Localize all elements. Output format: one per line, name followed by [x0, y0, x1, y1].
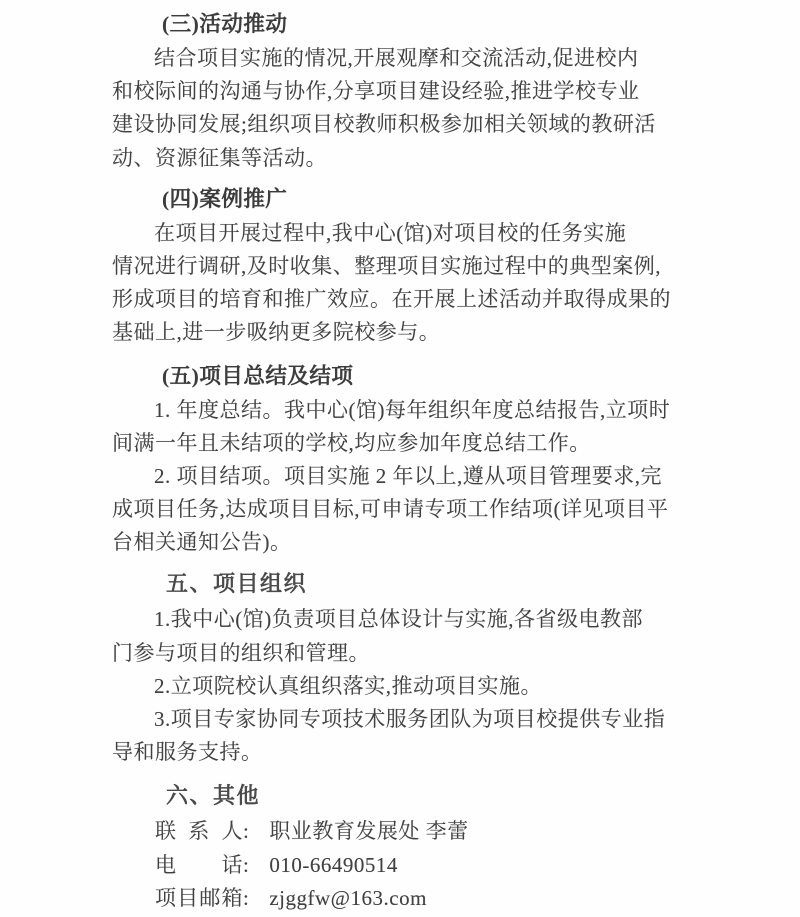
- contact-label: 电话: [155, 852, 243, 877]
- section-case-promotion: [112, 181, 674, 350]
- text-line: 1.我中心(馆)负责项目总体设计与实施,各省级电教部: [154, 607, 643, 632]
- section-activity-promotion: [112, 6, 674, 175]
- text-line: 成项目任务,达成项目目标,可申请专项工作结项(详见项目平: [112, 497, 669, 522]
- contact-value: zjggfw@163.com: [269, 886, 427, 911]
- text-line: 结合项目实施的情况,开展观摩和交流活动,促进校内: [154, 46, 639, 70]
- text-line: 建设协同发展;组织项目校教师积极参加相关领域的教研活: [112, 112, 656, 137]
- text-line: 2.立项院校认真组织落实,推动项目实施。: [154, 673, 542, 698]
- contact-row-person: [112, 815, 674, 848]
- section-summary-closing: [112, 358, 674, 560]
- text-line: 动、资源征集等活动。: [112, 145, 327, 170]
- text-line: 导和服务支持。: [112, 740, 263, 765]
- section-project-organization: [112, 565, 674, 769]
- text-line: 台相关通知公告)。: [112, 530, 292, 555]
- text-line: 门参与项目的组织和管理。: [112, 640, 370, 665]
- contact-colon: :: [243, 819, 250, 844]
- section-heading: (五)项目总结及结项: [162, 363, 354, 388]
- contact-label: 项目邮箱: [155, 886, 243, 911]
- text-line: 基础上,进一步吸纳更多院校参与。: [112, 320, 441, 345]
- section-heading: (四)案例推广: [162, 186, 288, 211]
- text-line: 在项目开展过程中,我中心(馆)对项目校的任务实施: [154, 220, 627, 245]
- contact-colon: :: [243, 852, 250, 877]
- section-heading: 六、其他: [166, 783, 261, 809]
- text-line: 形成项目的培育和推广效应。在开展上述活动并取得成果的: [112, 287, 671, 312]
- contact-value: 010-66490514: [269, 852, 398, 877]
- text-line: 1. 年度总结。我中心(馆)每年组织年度总结报告,立项时: [154, 397, 671, 422]
- contact-label: 联系人: [155, 819, 243, 844]
- text-line: 2. 项目结项。项目实施 2 年以上,遵从项目管理要求,完: [154, 463, 662, 488]
- contact-colon: :: [243, 886, 250, 911]
- section-heading: (三)活动推动: [162, 12, 288, 36]
- text-line: 3.项目专家协同专项技术服务团队为项目校提供专业指: [154, 707, 666, 731]
- section-heading: 五、项目组织: [166, 571, 308, 597]
- contact-row-phone: [112, 849, 674, 882]
- text-line: 和校际间的沟通与协作,分享项目建设经验,推进学校专业: [112, 79, 640, 104]
- section-other: [112, 777, 674, 915]
- text-line: 情况进行调研,及时收集、整理项目实施过程中的典型案例,: [112, 253, 661, 278]
- text-line: 间满一年且未结项的学校,均应参加年度总结工作。: [112, 430, 591, 455]
- contact-row-email: [112, 882, 674, 915]
- contact-value: 职业教育发展处 李蕾: [269, 819, 469, 844]
